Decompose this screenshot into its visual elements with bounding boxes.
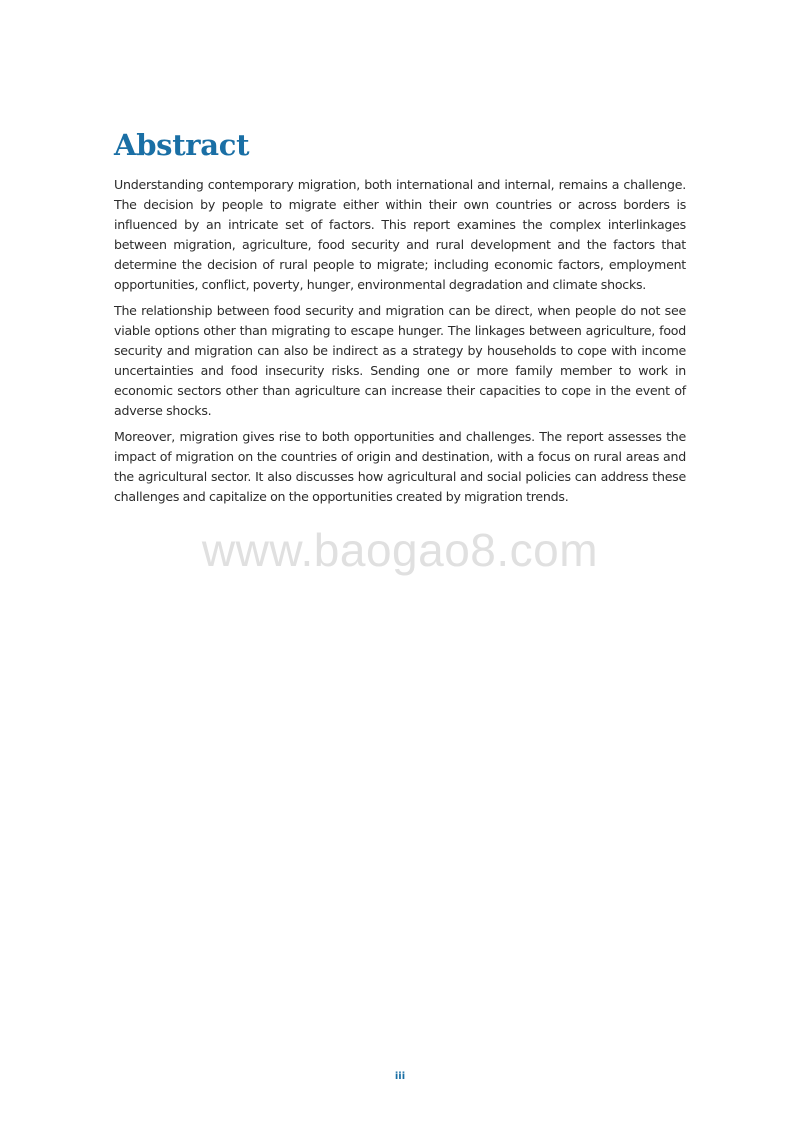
- abstract-paragraph-3: Moreover, migration gives rise to both opportunities and challenges. The report assesses the impact of migration on the countries of origin and destination, with a focus on rural areas and the agricultural sector. It also discusses how agricultural and social policies can address these challenges and capitalize on the opportunities created by migration trends.: [114, 429, 686, 504]
- abstract-paragraph-1: Understanding contemporary migration, both international and internal, remains a challenge. The decision by people to migrate either within their own countries or across borders is influenced by an intricate set of factors. This report examines the complex interlinkages between migration, agriculture, food security and rural development and the factors that determine the decision of rural people to migrate; including economic factors, employment opportunities, conflict, poverty, hunger, environmental degradation and climate shocks.: [114, 177, 686, 292]
- abstract-body: [114, 175, 686, 513]
- abstract-paragraph-2: The relationship between food security and migration can be direct, when people do not see viable options other than migrating to escape hunger. The linkages between agriculture, food security and migration can also be indirect as a strategy by households to cope with income uncertainties and food insecurity risks. Sending one or more family member to work in economic sectors other than agriculture can increase their capacities to cope in the event of adverse shocks.: [114, 303, 686, 418]
- page-number: iii: [394, 1071, 406, 1082]
- watermark: www.baogao8.com: [201, 524, 599, 576]
- page-title: Abstract: [114, 128, 250, 162]
